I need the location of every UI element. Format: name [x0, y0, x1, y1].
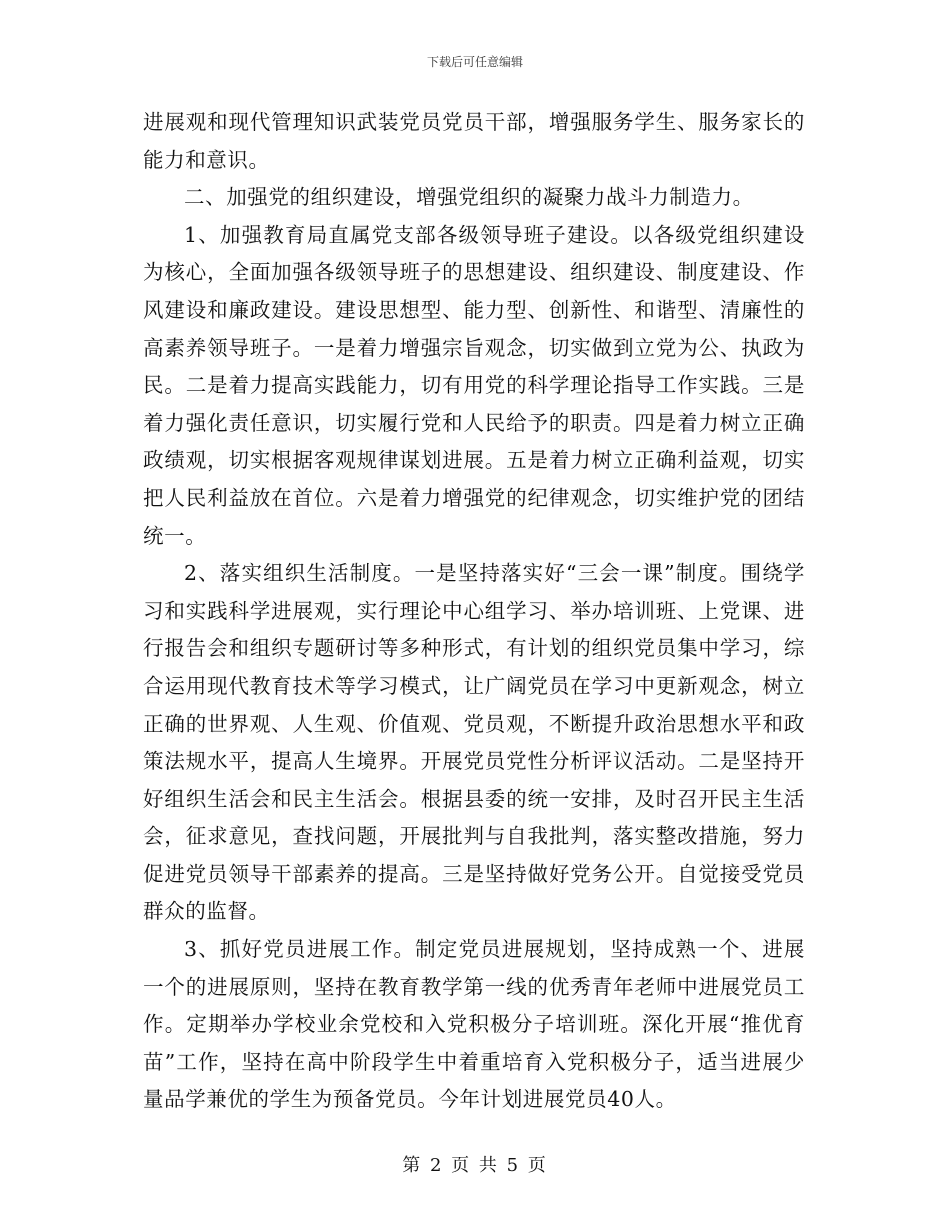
- paragraph-organization-life: 2、落实组织生活制度。一是坚持落实好“三会一课”制度。围绕学习和实践科学进展观，实行理论中心组学习、举办培训班、上党课、进行报告会和组织专题研讨等多种形式，有计划的组织党员集中学习，综合运用现代教育技术等学习模式，让广阔党员在学习中更新观念，树立正确的世界观、人生观、价值观、党员观，不断提升政治思想水平和政策法规水平，提高人生境界。开展党员党性分析评议活动。二是坚持开好组织生活会和民主生活会。根据县委的统一安排，及时召开民主生活会，征求意见，查找问题，开展批判与自我批判，落实整改措施，努力促进党员领导干部素养的提高。三是坚持做好党务公开。自觉接受党员群众的监督。: [143, 561, 805, 924]
- body-text: [143, 104, 805, 1119]
- page-header: 下载后可任意编辑: [426, 55, 523, 69]
- paragraph-leadership: 1、加强教育局直属党支部各级领导班子建设。以各级党组织建设为核心，全面加强各级领导班子的思想建设、组织建设、制度建设、作风建设和廉政建设。建设思想型、能力型、创新性、和谐型、清廉性的高素养领导班子。一是着力增强宗旨观念，切实做到立党为公、执政为民。二是着力提高实践能力，切有用党的科学理论指导工作实践。三是着力强化责任意识，切实履行党和人民给予的职责。四是着力树立正确政绩观，切实根据客观规律谋划进展。五是着力树立正确利益观，切实把人民利益放在首位。六是着力增强党的纪律观念，切实维护党的团结统一。: [143, 222, 805, 548]
- page-number: 第 2 页 共 5 页: [402, 1155, 548, 1176]
- section-heading: 二、加强党的组织建设，增强党组织的凝聚力战斗力制造力。: [184, 185, 754, 210]
- paragraph-member-development: 3、抓好党员进展工作。制定党员进展规划，坚持成熟一个、进展一个的进展原则，坚持在教育教学第一线的优秀青年老师中进展党员工作。定期举办学校业余党校和入党积极分子培训班。深化开展“推优育苗”工作，坚持在高中阶段学生中着重培育入党积极分子，适当进展少量品学兼优的学生为预备党员。今年计划进展党员40人。: [143, 937, 805, 1112]
- paragraph-continuation: 进展观和现代管理知识武装党员党员干部，增强服务学生、服务家长的能力和意识。: [143, 110, 805, 172]
